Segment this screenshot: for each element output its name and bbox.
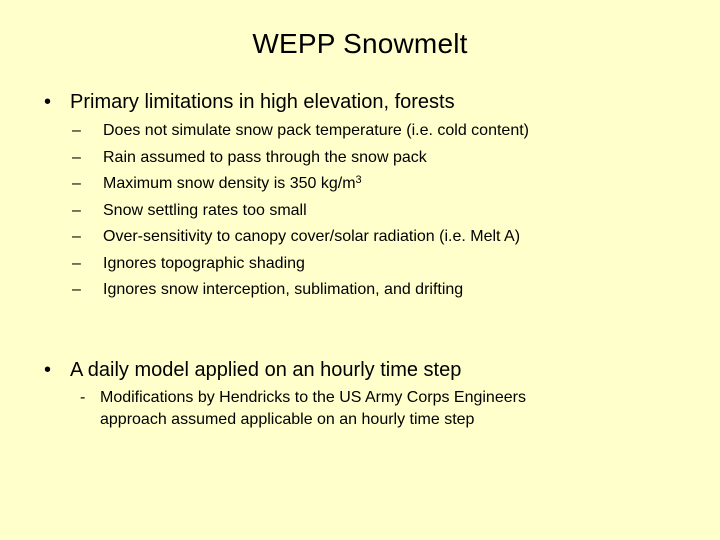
dash-marker: –	[72, 175, 81, 192]
superscript-exponent: 3	[355, 174, 362, 186]
list-item-text: Snow settling rates too small	[103, 201, 307, 219]
dash-marker: –	[72, 254, 81, 272]
list-item	[72, 118, 529, 145]
limitations-list	[72, 118, 529, 304]
list-item	[72, 277, 529, 304]
section2-sub-line1: Modifications by Hendricks to the US Army Corps Engineers	[100, 389, 526, 406]
list-item	[72, 198, 529, 225]
dash-marker: –	[72, 122, 81, 139]
section2-heading: A daily model applied on an hourly time step	[70, 359, 462, 381]
hyphen-marker: -	[80, 389, 86, 406]
dash-marker: –	[72, 148, 81, 166]
dash-marker: –	[72, 201, 81, 219]
slide-title: WEPP Snowmelt	[252, 28, 468, 59]
bullet-dot: •	[44, 359, 52, 381]
list-item-text: Over-sensitivity to canopy cover/solar radiation (i.e. Melt A)	[103, 228, 521, 245]
bullet-dot: •	[44, 91, 52, 113]
section1-heading: Primary limitations in high elevation, forests	[70, 91, 455, 113]
list-item-text: Ignores snow interception, sublimation, and drifting	[103, 281, 464, 298]
dash-marker: –	[72, 281, 81, 298]
list-item	[72, 224, 529, 251]
list-item-text: Does not simulate snow pack temperature (i.e. cold content)	[103, 122, 529, 139]
list-item	[72, 145, 529, 172]
dash-marker: –	[72, 228, 81, 245]
list-item-text: Ignores topographic shading	[103, 254, 305, 272]
section1-heading-row	[44, 90, 455, 114]
section2-subpoint	[80, 387, 526, 431]
section2-sub-line2: approach assumed applicable on an hourly time step	[100, 411, 475, 428]
list-item-text: Maximum snow density is 350 kg/m	[103, 175, 356, 192]
section2-heading-row	[44, 358, 461, 382]
list-item	[72, 171, 529, 198]
list-item-text: Rain assumed to pass through the snow pack	[103, 148, 427, 166]
list-item	[72, 251, 529, 278]
